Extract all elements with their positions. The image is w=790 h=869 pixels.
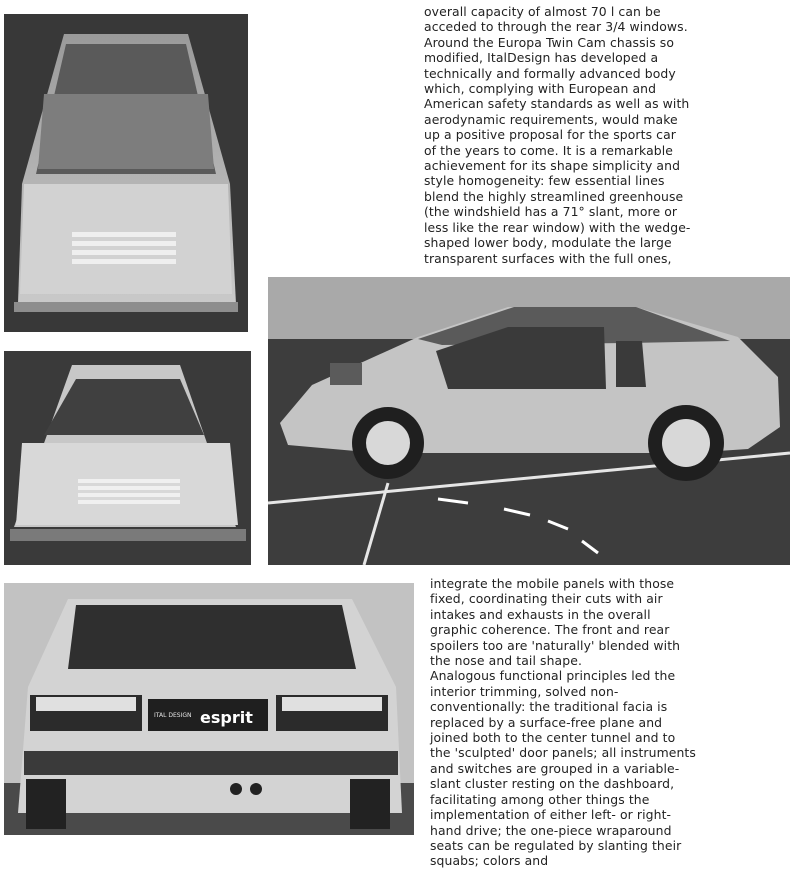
photo-front-top-view [4,14,248,332]
rear-plate-brand: ITAL DESIGN [154,712,192,719]
photo-rear-view [4,583,414,835]
photo-front-view [4,351,251,565]
paragraph-chassis: Around the Europa Twin Cam chassis so modified, ItalDesign has developed a technically and formally advanced body which, complying with European and American safety standards as well as with aerodynamic requirements, would make up a positive proposal for the sports car of the years to come. It is a remarkable achievement for its shape simplicity and style homogeneity: few essential lines blend the highly streamlined greenhouse (the windshield has a 71° slant, more or less like the rear window) with the wedge-shaped lower body, modulate the large transparent surfaces with the full ones, [424,34,691,266]
rear-plate-model: esprit [200,708,253,727]
article-text-top [424,4,692,266]
paragraph-interior: Analogous functional principles led the interior trimming, solved non-conventionally: the traditional facia is replaced by a surface-free plane and joined both to the center tunnel and to the 'sculpted' door panels; all instruments and switches are grouped in a variable-slant cluster resting on the dashboard, facilitating among other things the implementation of either left- or right-hand drive; the one-piece wraparound seats can be regulated by slanting their squabs; colors and [430,668,696,869]
paragraph-capacity: overall capacity of almost 70 l can be acceded to through the rear 3/4 windows. [424,4,688,35]
article-text-bottom [430,576,698,869]
photo-side-profile [268,277,790,565]
paragraph-panels: integrate the mobile panels with those fixed, coordinating their cuts with air intakes and exhausts in the overall graphic coherence. The front and rear spoilers too are 'naturally' blended with the nose and tail shape. [430,576,681,669]
